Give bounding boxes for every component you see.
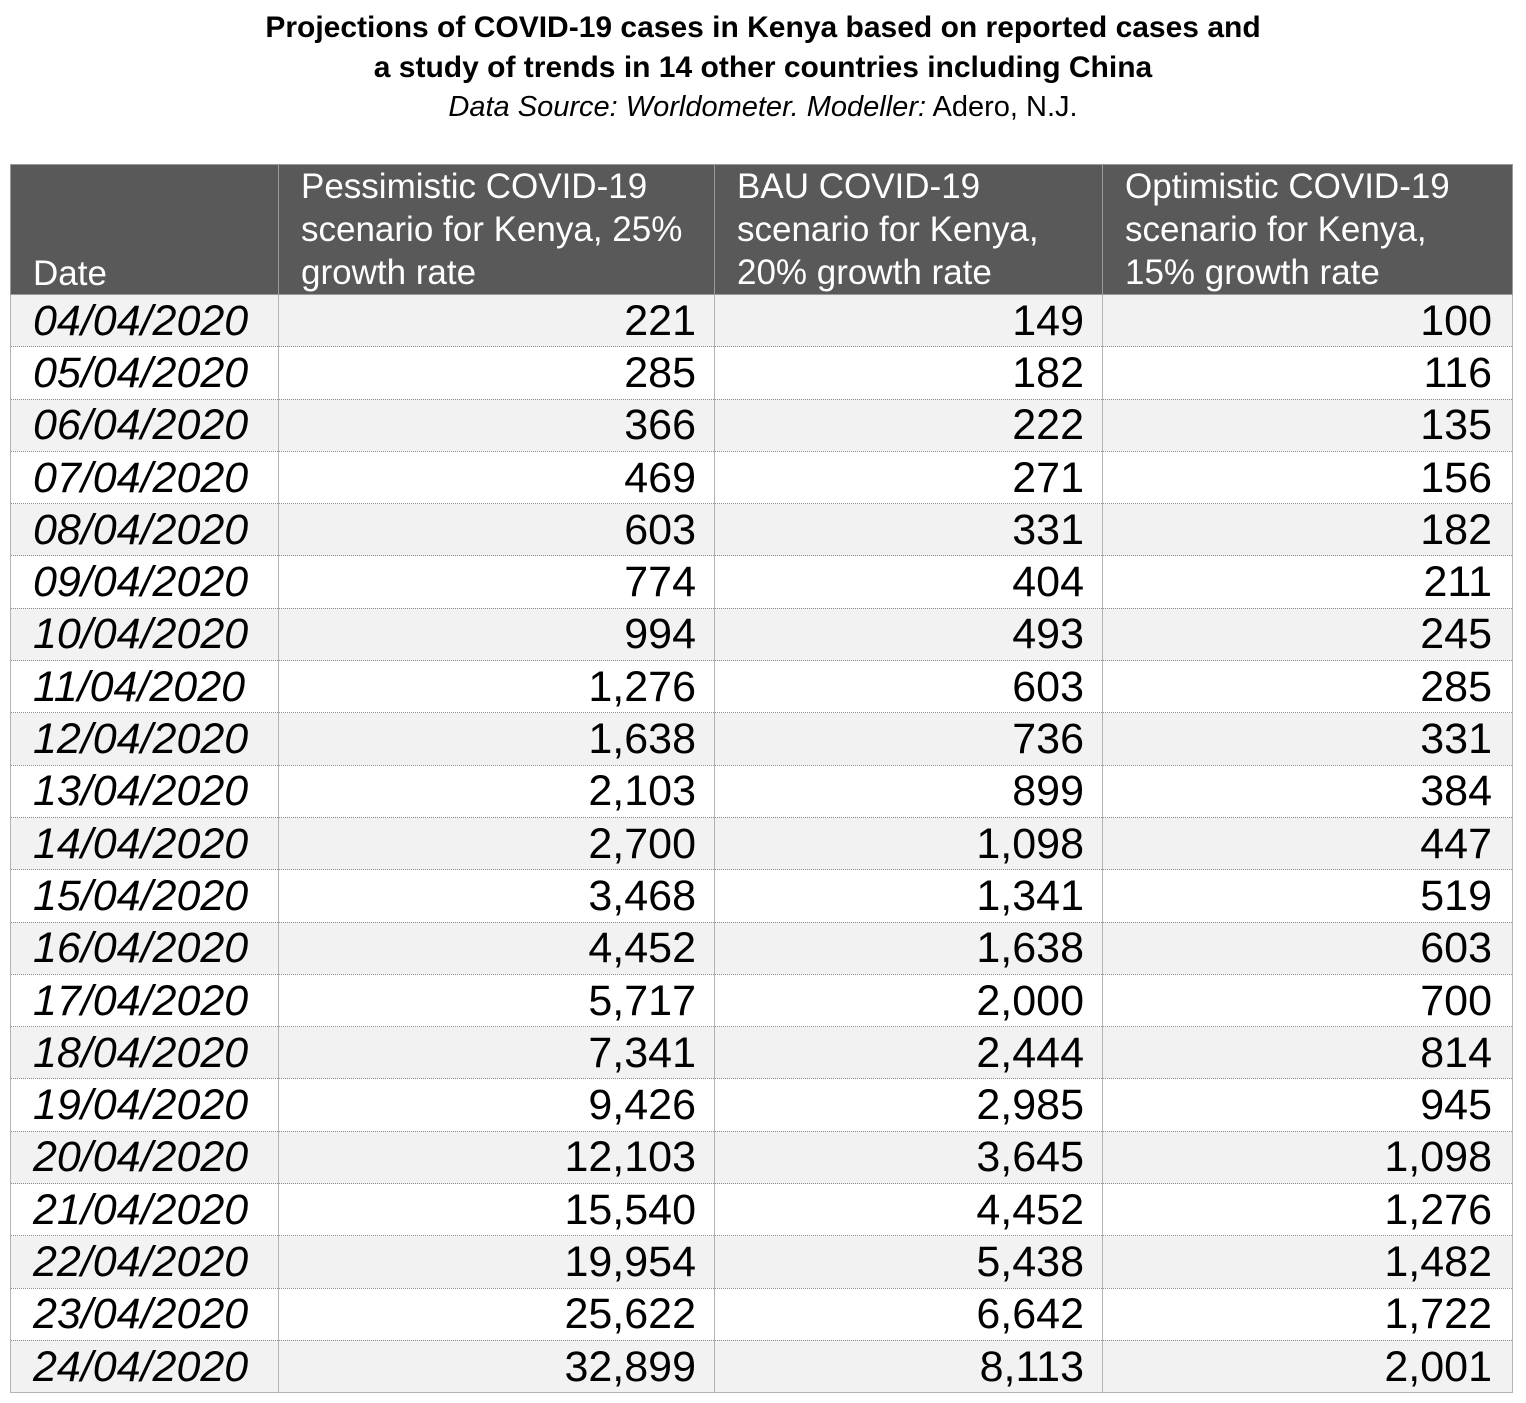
- date-cell: 23/04/2020: [11, 1288, 279, 1340]
- bau-value-cell: 6,642: [715, 1288, 1103, 1340]
- optimistic-value-cell: 700: [1103, 974, 1513, 1026]
- table-row: [11, 1131, 1513, 1183]
- table-row: [11, 1340, 1513, 1392]
- column-header-optimistic: Optimistic COVID-19 scenario for Kenya, 15% growth rate: [1103, 165, 1513, 295]
- table-row: [11, 713, 1513, 765]
- table-row: [11, 451, 1513, 503]
- bau-value-cell: 271: [715, 451, 1103, 503]
- optimistic-value-cell: 331: [1103, 713, 1513, 765]
- title-block: [0, 8, 1526, 126]
- bau-value-cell: 149: [715, 295, 1103, 347]
- column-header-bau: BAU COVID-19 scenario for Kenya, 20% growth rate: [715, 165, 1103, 295]
- optimistic-value-cell: 1,098: [1103, 1131, 1513, 1183]
- pessimistic-value-cell: 285: [279, 347, 715, 399]
- table-row: [11, 1288, 1513, 1340]
- optimistic-value-cell: 1,482: [1103, 1236, 1513, 1288]
- date-cell: 11/04/2020: [11, 661, 279, 713]
- table-row: [11, 399, 1513, 451]
- table-row: [11, 765, 1513, 817]
- table-row: [11, 817, 1513, 869]
- date-cell: 12/04/2020: [11, 713, 279, 765]
- bau-value-cell: 736: [715, 713, 1103, 765]
- optimistic-value-cell: 285: [1103, 661, 1513, 713]
- table-row: [11, 661, 1513, 713]
- pessimistic-value-cell: 9,426: [279, 1079, 715, 1131]
- date-cell: 18/04/2020: [11, 1027, 279, 1079]
- date-cell: 04/04/2020: [11, 295, 279, 347]
- bau-value-cell: 2,000: [715, 974, 1103, 1026]
- table-row: [11, 1079, 1513, 1131]
- optimistic-value-cell: 100: [1103, 295, 1513, 347]
- pessimistic-value-cell: 2,103: [279, 765, 715, 817]
- date-cell: 19/04/2020: [11, 1079, 279, 1131]
- table-row: [11, 1236, 1513, 1288]
- optimistic-value-cell: 1,276: [1103, 1184, 1513, 1236]
- projections-table: [10, 164, 1513, 1393]
- table-row: [11, 347, 1513, 399]
- bau-value-cell: 493: [715, 608, 1103, 660]
- optimistic-value-cell: 182: [1103, 504, 1513, 556]
- table-row: [11, 974, 1513, 1026]
- table-row: [11, 504, 1513, 556]
- date-cell: 20/04/2020: [11, 1131, 279, 1183]
- bau-value-cell: 1,638: [715, 922, 1103, 974]
- pessimistic-value-cell: 19,954: [279, 1236, 715, 1288]
- date-cell: 09/04/2020: [11, 556, 279, 608]
- optimistic-value-cell: 135: [1103, 399, 1513, 451]
- bau-value-cell: 899: [715, 765, 1103, 817]
- optimistic-value-cell: 156: [1103, 451, 1513, 503]
- bau-value-cell: 1,098: [715, 817, 1103, 869]
- pessimistic-value-cell: 774: [279, 556, 715, 608]
- date-cell: 10/04/2020: [11, 608, 279, 660]
- date-cell: 06/04/2020: [11, 399, 279, 451]
- date-cell: 14/04/2020: [11, 817, 279, 869]
- pessimistic-value-cell: 994: [279, 608, 715, 660]
- table-row: [11, 295, 1513, 347]
- bau-value-cell: 603: [715, 661, 1103, 713]
- date-cell: 08/04/2020: [11, 504, 279, 556]
- table-row: [11, 1184, 1513, 1236]
- optimistic-value-cell: 1,722: [1103, 1288, 1513, 1340]
- table-row: [11, 608, 1513, 660]
- optimistic-value-cell: 945: [1103, 1079, 1513, 1131]
- date-cell: 07/04/2020: [11, 451, 279, 503]
- data-source-line: [0, 88, 1526, 126]
- optimistic-value-cell: 447: [1103, 817, 1513, 869]
- pessimistic-value-cell: 1,638: [279, 713, 715, 765]
- pessimistic-value-cell: 5,717: [279, 974, 715, 1026]
- pessimistic-value-cell: 2,700: [279, 817, 715, 869]
- pessimistic-value-cell: 221: [279, 295, 715, 347]
- pessimistic-value-cell: 4,452: [279, 922, 715, 974]
- pessimistic-value-cell: 3,468: [279, 870, 715, 922]
- bau-value-cell: 331: [715, 504, 1103, 556]
- date-cell: 15/04/2020: [11, 870, 279, 922]
- date-cell: 22/04/2020: [11, 1236, 279, 1288]
- date-cell: 05/04/2020: [11, 347, 279, 399]
- bau-value-cell: 2,444: [715, 1027, 1103, 1079]
- pessimistic-value-cell: 12,103: [279, 1131, 715, 1183]
- bau-value-cell: 404: [715, 556, 1103, 608]
- pessimistic-value-cell: 7,341: [279, 1027, 715, 1079]
- bau-value-cell: 1,341: [715, 870, 1103, 922]
- pessimistic-value-cell: 366: [279, 399, 715, 451]
- modeller-name: Adero, N.J.: [932, 91, 1078, 123]
- date-cell: 13/04/2020: [11, 765, 279, 817]
- optimistic-value-cell: 603: [1103, 922, 1513, 974]
- optimistic-value-cell: 116: [1103, 347, 1513, 399]
- date-cell: 21/04/2020: [11, 1184, 279, 1236]
- pessimistic-value-cell: 25,622: [279, 1288, 715, 1340]
- pessimistic-value-cell: 603: [279, 504, 715, 556]
- header-row: [11, 165, 1513, 295]
- pessimistic-value-cell: 1,276: [279, 661, 715, 713]
- date-cell: 24/04/2020: [11, 1340, 279, 1392]
- column-header-pessimistic: Pessimistic COVID-19 scenario for Kenya, 25% growth rate: [279, 165, 715, 295]
- date-cell: 17/04/2020: [11, 974, 279, 1026]
- chart-title-line-1: Projections of COVID-19 cases in Kenya based on reported cases and: [265, 11, 1261, 44]
- date-cell: 16/04/2020: [11, 922, 279, 974]
- table-body: [11, 295, 1513, 1393]
- pessimistic-value-cell: 469: [279, 451, 715, 503]
- data-source-label: Data Source: Worldometer. Modeller:: [448, 91, 927, 123]
- bau-value-cell: 182: [715, 347, 1103, 399]
- optimistic-value-cell: 2,001: [1103, 1340, 1513, 1392]
- bau-value-cell: 222: [715, 399, 1103, 451]
- optimistic-value-cell: 245: [1103, 608, 1513, 660]
- pessimistic-value-cell: 32,899: [279, 1340, 715, 1392]
- chart-title-line-2: a study of trends in 14 other countries including China: [373, 51, 1153, 84]
- column-header-date: Date: [11, 165, 279, 295]
- optimistic-value-cell: 519: [1103, 870, 1513, 922]
- optimistic-value-cell: 211: [1103, 556, 1513, 608]
- pessimistic-value-cell: 15,540: [279, 1184, 715, 1236]
- bau-value-cell: 8,113: [715, 1340, 1103, 1392]
- table-row: [11, 556, 1513, 608]
- bau-value-cell: 5,438: [715, 1236, 1103, 1288]
- bau-value-cell: 3,645: [715, 1131, 1103, 1183]
- bau-value-cell: 4,452: [715, 1184, 1103, 1236]
- table-row: [11, 1027, 1513, 1079]
- optimistic-value-cell: 384: [1103, 765, 1513, 817]
- bau-value-cell: 2,985: [715, 1079, 1103, 1131]
- table-row: [11, 922, 1513, 974]
- optimistic-value-cell: 814: [1103, 1027, 1513, 1079]
- table-row: [11, 870, 1513, 922]
